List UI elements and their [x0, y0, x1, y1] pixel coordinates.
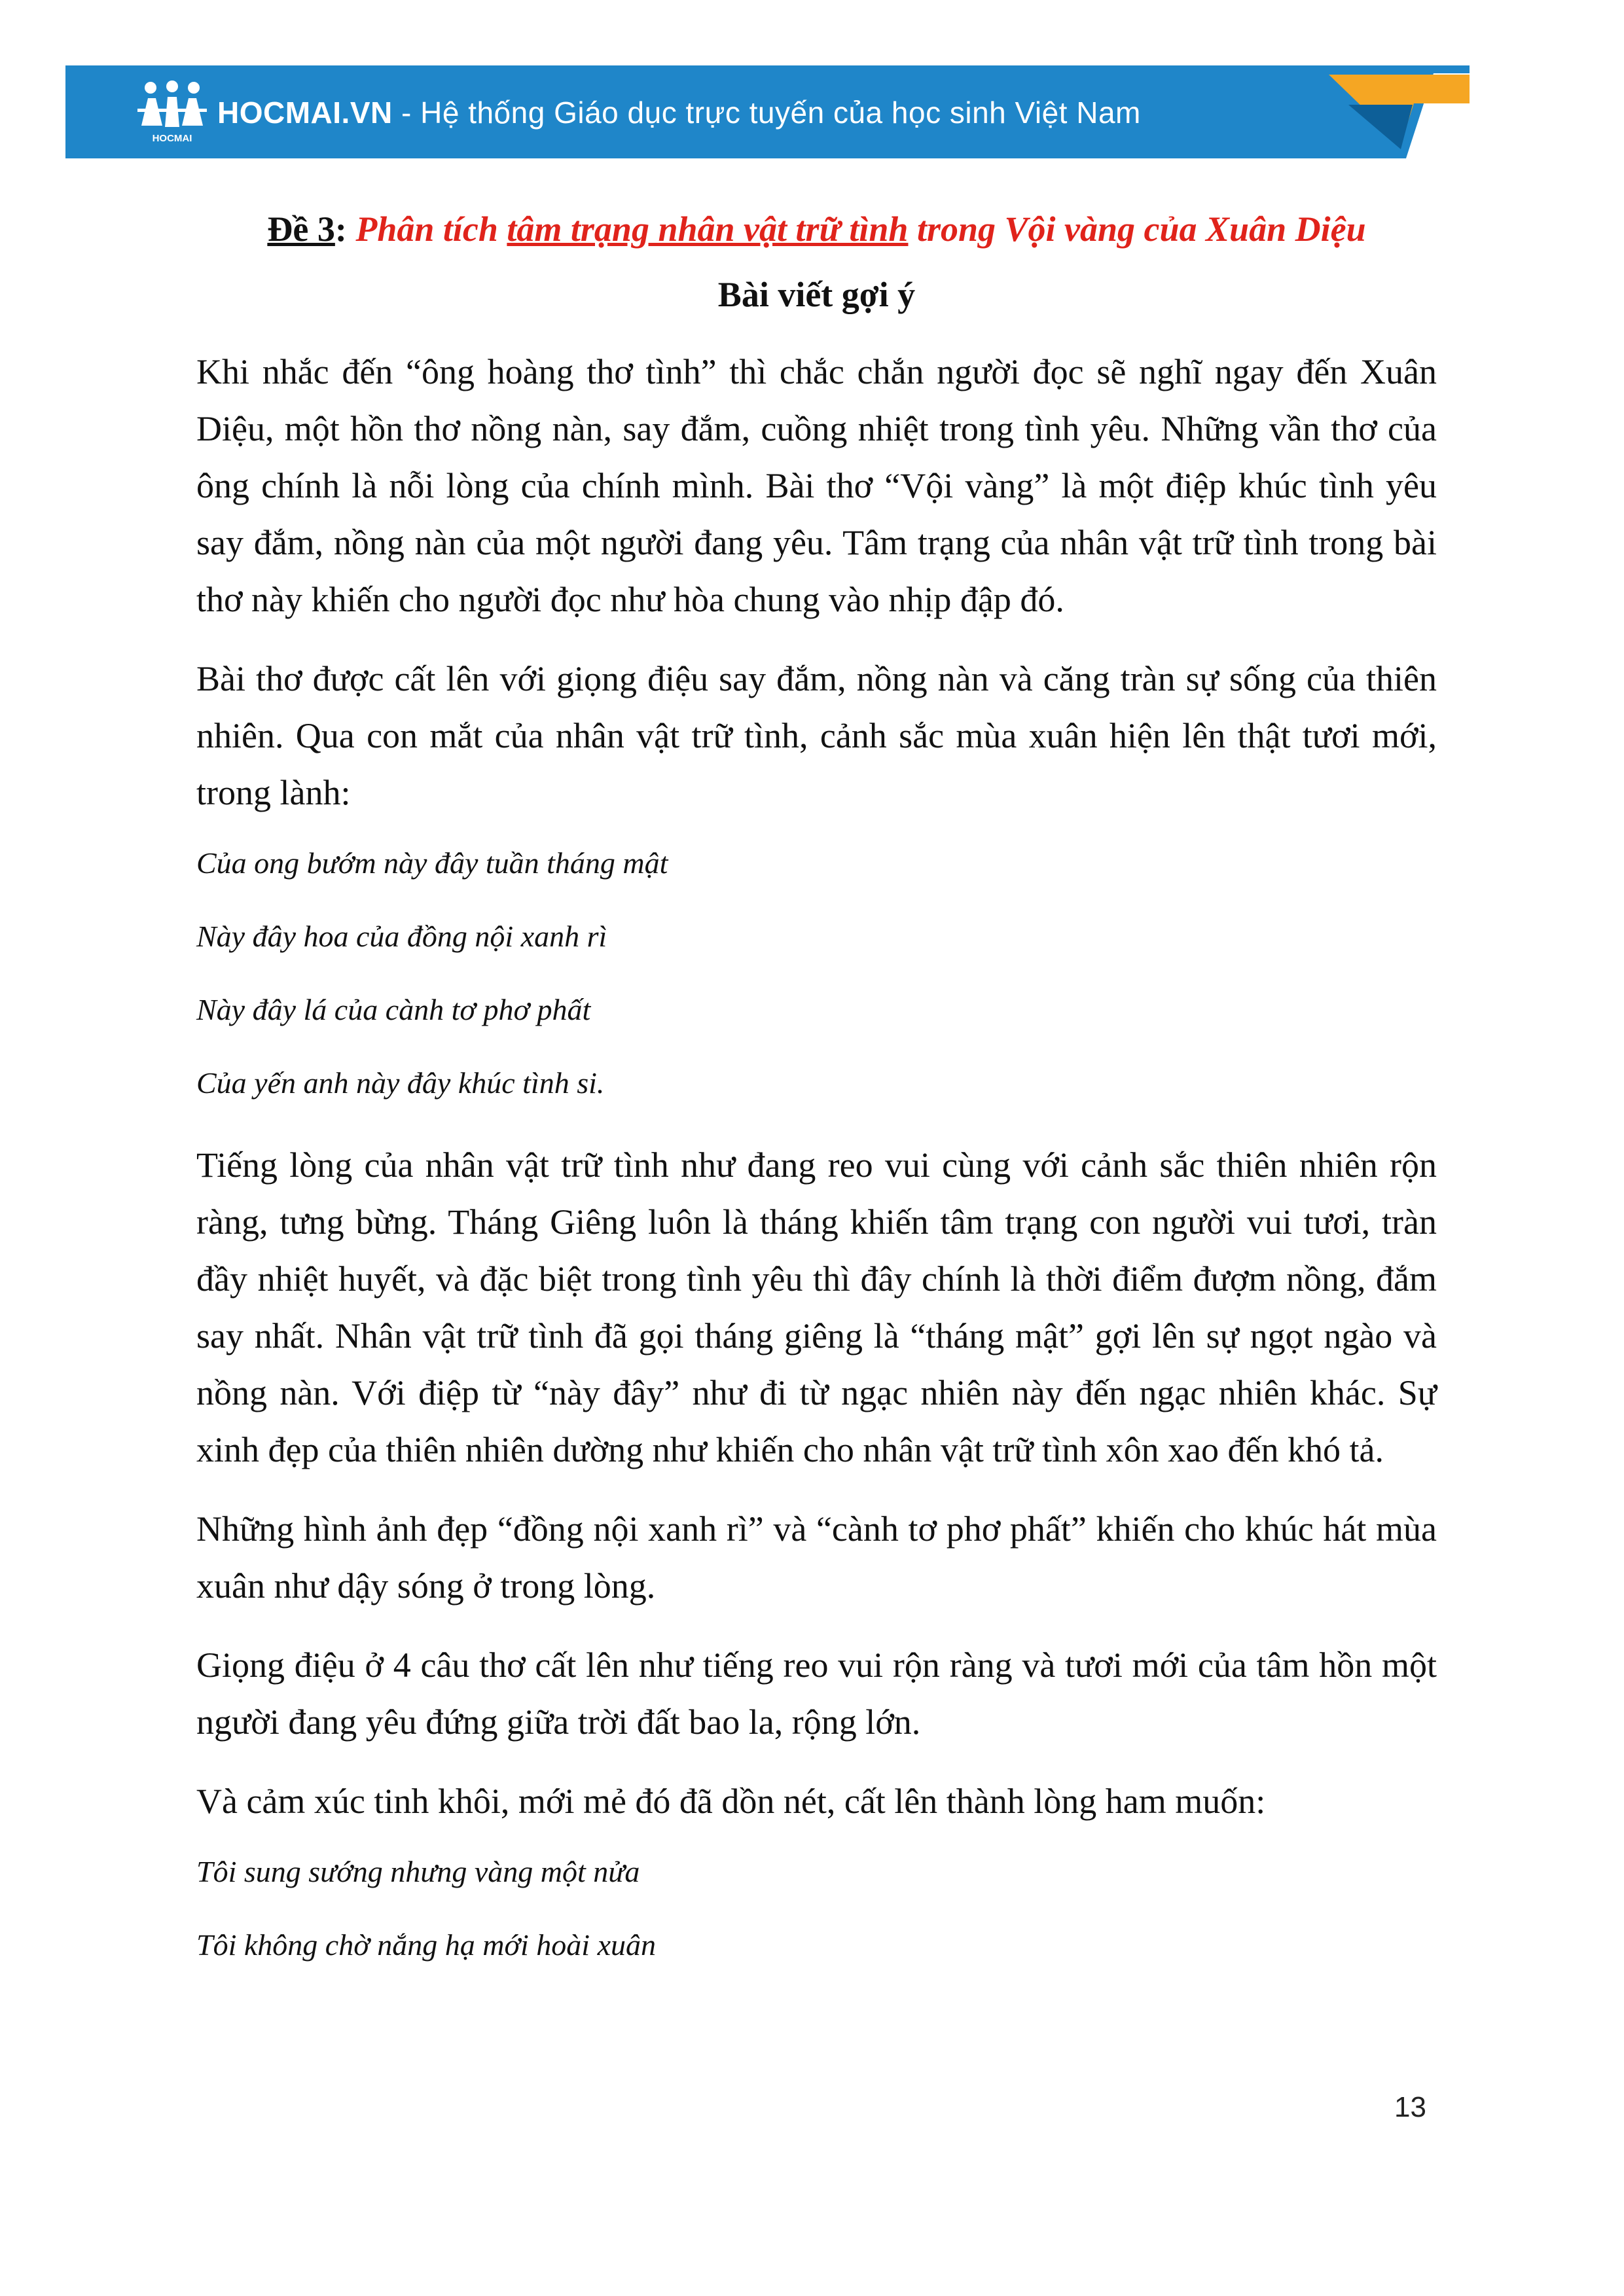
paragraph: Những hình ảnh đẹp “đồng nội xanh rì” và “cành tơ phơ phất” khiến cho khúc hát mùa xuân như dậy sóng ở trong lòng. — [196, 1509, 1437, 1605]
page-number: 13 — [1394, 2091, 1426, 2123]
page-title — [196, 206, 1437, 252]
brand-name: HOCMAI.VN — [217, 96, 393, 130]
verse-line: Tôi không chờ nắng hạ mới hoài xuân — [196, 1928, 656, 1962]
verse-line: Của ong bướm này đây tuần tháng mật — [196, 846, 668, 880]
paragraph: Tiếng lòng của nhân vật trữ tình như đang reo vui cùng với cảnh sắc thiên nhiên rộn ràng, tưng bừng. Tháng Giêng luôn là tháng khiến tâm trạng con người vui tươi, tràn đầy nhiệt huyết, và đặc biệt trong tình yêu thì đây chính là thời điểm đượm nồng, đắm say nhất. Nhân vật trữ tình đã gọi tháng giêng là “tháng mật” gợi lên sự ngọt ngào và nồng nàn. Với điệp từ “này đây” như đi từ ngạc nhiên này đến ngạc nhiên khác. Sự xinh đẹp của thiên nhiên dường như khiến cho nhân vật trữ tình xôn xao đến khó tả. — [196, 1145, 1437, 1469]
header-banner — [65, 65, 1470, 158]
paragraph: Bài thơ được cất lên với giọng điệu say đắm, nồng nàn và căng tràn sự sống của thiên nhiên. Qua con mắt của nhân vật trữ tình, cảnh sắc mùa xuân hiện lên thật tươi mới, trong lành: — [196, 659, 1437, 812]
paragraph: Khi nhắc đến “ông hoàng thơ tình” thì chắc chắn người đọc sẽ nghĩ ngay đến Xuân Diệu, một hồn thơ nồng nàn, say đắm, cuồng nhiệt trong tình yêu. Những vần thơ của ông chính là nỗi lòng của chính mình. Bài thơ “Vội vàng” là một điệp khúc tình yêu say đắm, nồng nàn của một người đang yêu. Tâm trạng của nhân vật trữ tình trong bài thơ này khiến cho người đọc như hòa chung vào nhịp đập đó. — [196, 352, 1437, 619]
title-underlined: tâm trạng nhân vật trữ tình — [507, 209, 909, 249]
subtitle: Bài viết gợi ý — [717, 275, 916, 314]
document-body — [196, 206, 1437, 1999]
paragraph: Giọng điệu ở 4 câu thơ cất lên như tiếng reo vui rộn ràng và tươi mới của tâm hồn một người đang yêu đứng giữa trời đất bao la, rộng lớn. — [196, 1645, 1437, 1742]
title-part2: trong Vội vàng của Xuân Diệu — [908, 209, 1366, 249]
title-part1: Phân tích — [355, 209, 507, 249]
title-colon: : — [334, 209, 356, 249]
verse-line: Này đây hoa của đồng nội xanh rì — [196, 920, 607, 953]
verse-line: Tôi sung sướng nhưng vàng một nửa — [196, 1855, 640, 1888]
hocmai-logo — [136, 80, 208, 145]
logo-caption: HOCMAI — [152, 133, 192, 144]
verse-line: Này đây lá của cành tơ phơ phất — [196, 993, 591, 1026]
title-text — [355, 209, 1365, 249]
header-brand — [217, 95, 1141, 130]
paragraph: Và cảm xúc tinh khôi, mới mẻ đó đã dồn nét, cất lên thành lòng ham muốn: — [196, 1782, 1266, 1821]
title-label: Đề 3 — [267, 209, 335, 249]
logo-figures-icon — [136, 80, 208, 145]
verse-line: Của yến anh này đây khúc tình si. — [196, 1066, 605, 1100]
brand-tagline: - Hệ thống Giáo dục trực tuyến của học sinh Việt Nam — [392, 96, 1141, 130]
